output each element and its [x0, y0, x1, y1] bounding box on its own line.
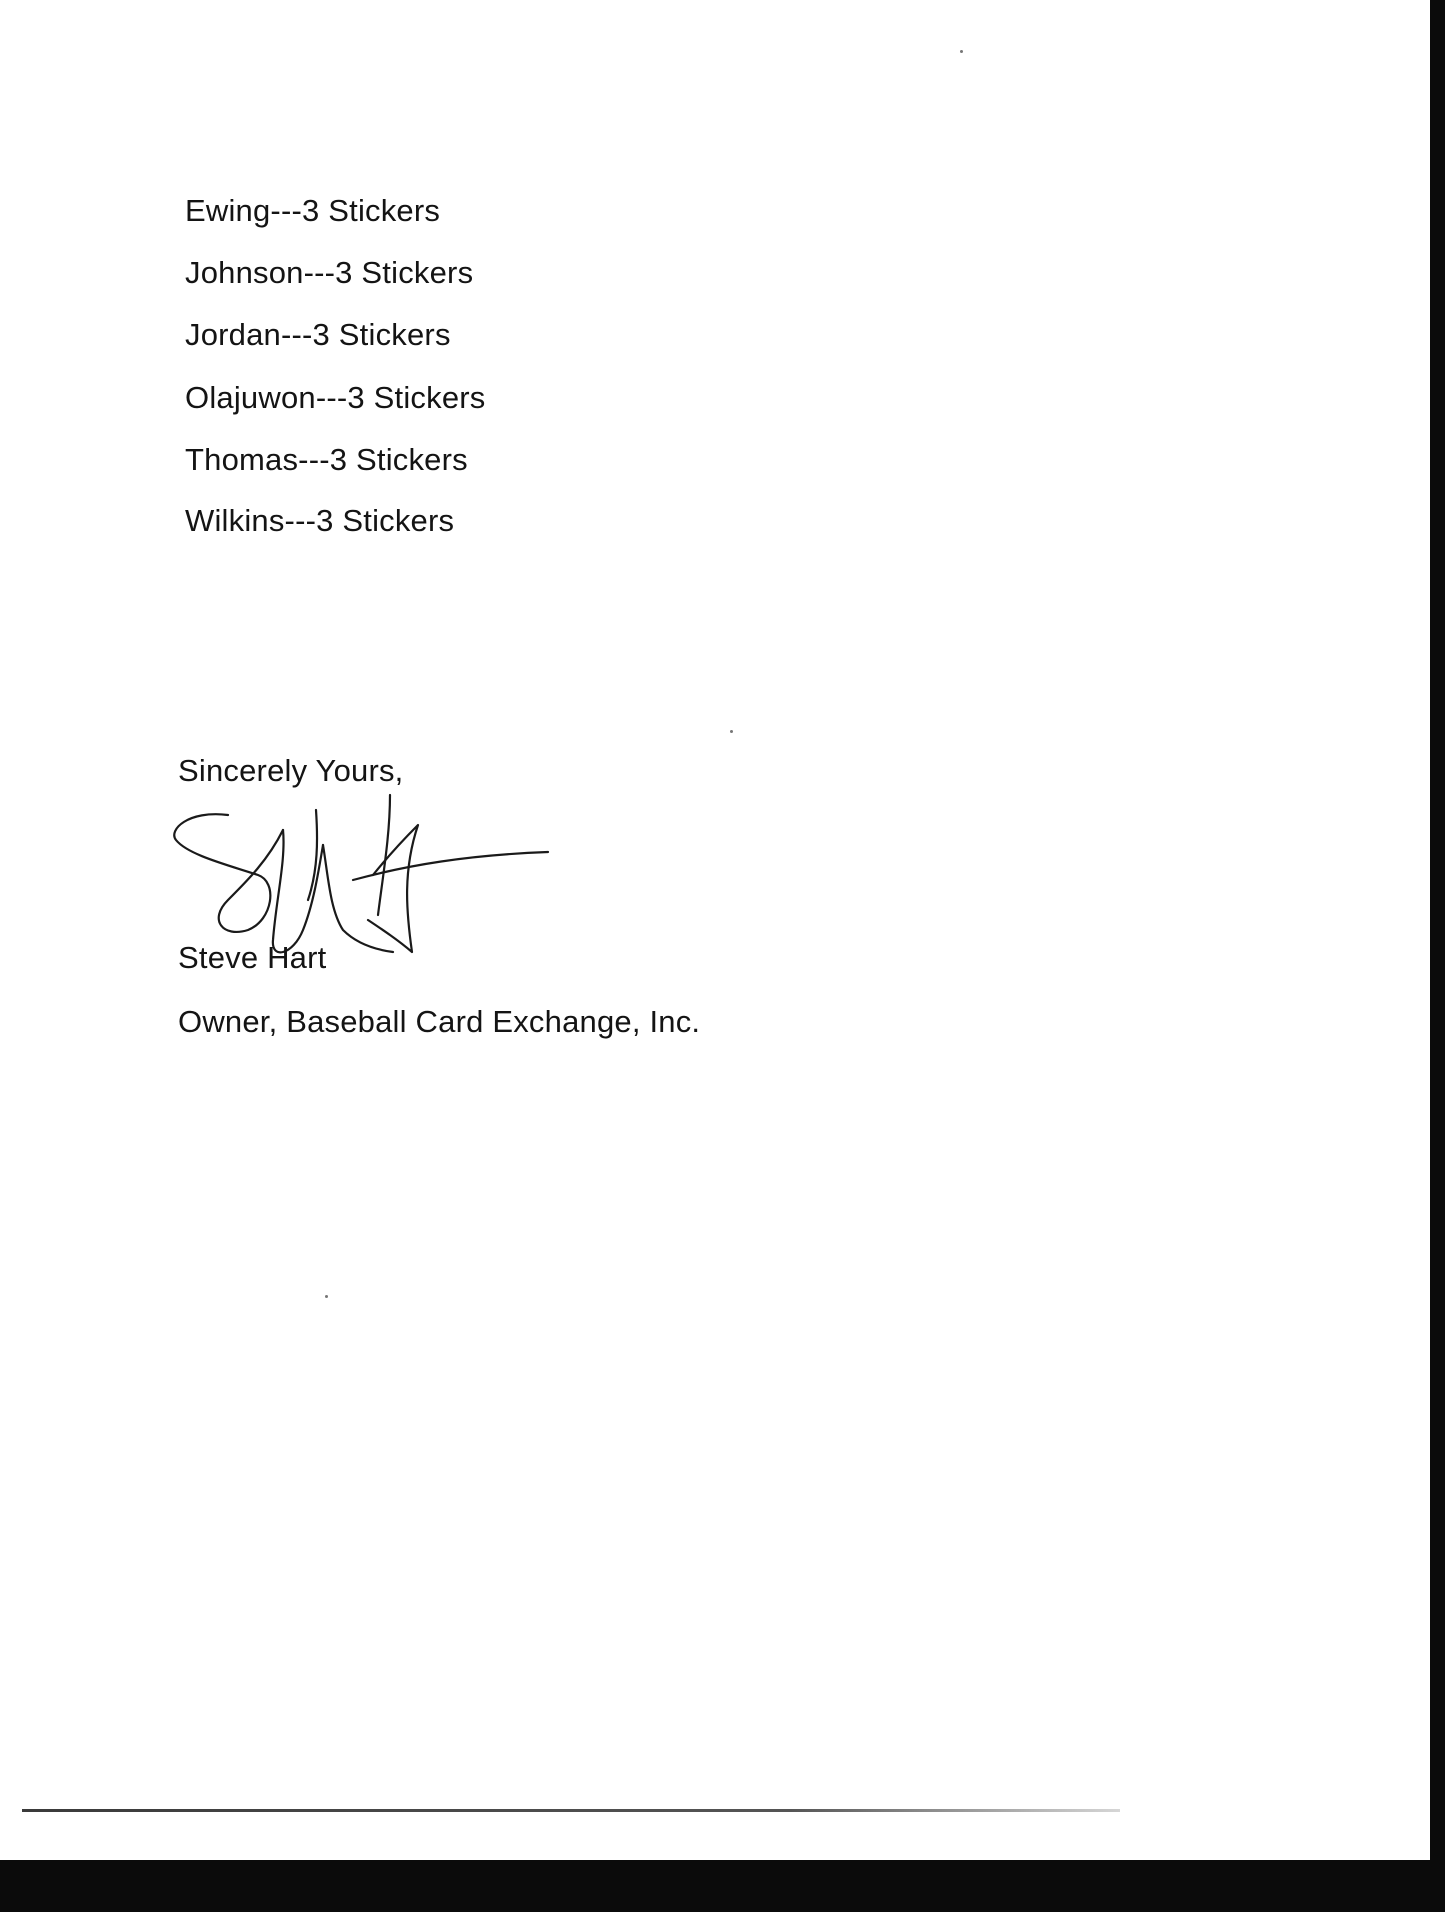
scan-speck: [960, 50, 963, 53]
sticker-list-item-johnson: Johnson---3 Stickers: [185, 255, 474, 290]
scan-bottom-border: [0, 1860, 1445, 1912]
signer-title: Owner, Baseball Card Exchange, Inc.: [178, 1004, 701, 1039]
signer-name: Steve Hart: [178, 940, 327, 975]
scan-speck: [730, 730, 733, 733]
scan-bottom-line: [22, 1809, 1120, 1812]
sticker-list-item-jordan: Jordan---3 Stickers: [185, 317, 451, 352]
sticker-list-item-wilkins: Wilkins---3 Stickers: [185, 503, 455, 538]
scan-speck: [325, 1295, 328, 1298]
sticker-list-item-olajuwon: Olajuwon---3 Stickers: [185, 380, 486, 415]
sticker-list-item-ewing: Ewing---3 Stickers: [185, 193, 441, 228]
sticker-list-item-thomas: Thomas---3 Stickers: [185, 442, 468, 477]
closing-salutation: Sincerely Yours,: [178, 753, 404, 788]
handwritten-signature: [168, 780, 558, 965]
scan-right-border: [1430, 0, 1445, 1912]
